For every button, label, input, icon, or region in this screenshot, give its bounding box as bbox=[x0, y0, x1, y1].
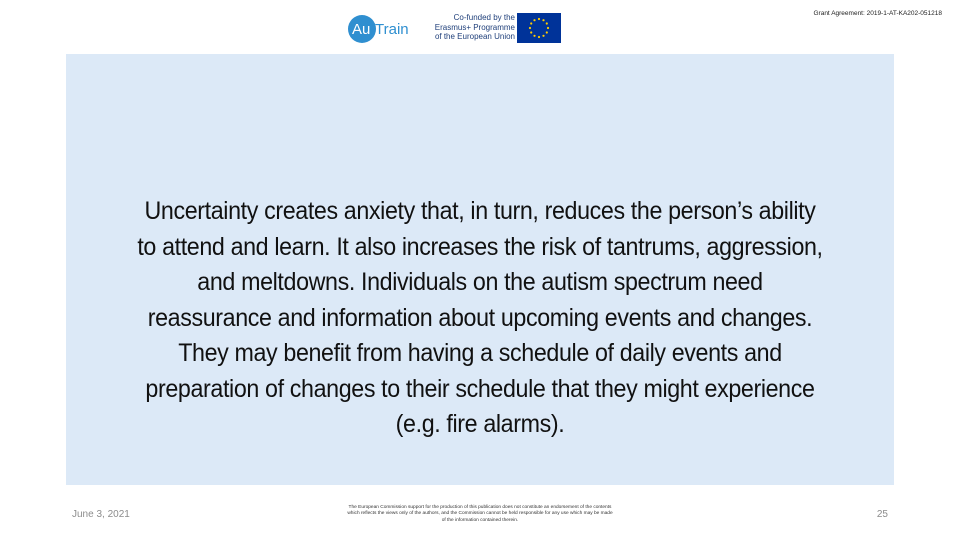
footer-date: June 3, 2021 bbox=[72, 509, 130, 520]
eu-star bbox=[533, 35, 535, 37]
body-line: They may benefit from having a schedule of daily events and bbox=[178, 339, 782, 367]
autrain-logo bbox=[346, 10, 416, 46]
body-line: (e.g. fire alarms). bbox=[395, 410, 565, 438]
eu-star bbox=[538, 36, 540, 38]
header-logo-group bbox=[346, 10, 562, 46]
eu-star bbox=[533, 19, 535, 21]
cofunded-text bbox=[421, 13, 515, 42]
cofunded-line: of the European Union bbox=[434, 32, 515, 41]
eu-star bbox=[529, 27, 531, 29]
body-line: Uncertainty creates anxiety that, in turn, reduces the person’s ability bbox=[144, 197, 816, 225]
logo-text-au: Au bbox=[352, 21, 371, 38]
cofunded-line: Erasmus+ Programme bbox=[434, 22, 515, 32]
grant-agreement: Grant Agreement: 2019-1-AT-KA202-051218 bbox=[813, 10, 942, 17]
body-line: and meltdowns. Individuals on the autism spectrum need bbox=[197, 268, 763, 296]
page-number: 25 bbox=[876, 509, 888, 520]
content-box bbox=[66, 54, 894, 485]
eu-star bbox=[546, 22, 548, 24]
body-text bbox=[95, 194, 865, 443]
eu-star bbox=[538, 18, 540, 20]
eu-star bbox=[546, 31, 548, 33]
disclaimer-line: which reflects the views only of the authors, and the Commission cannot be held responsible for any use which may be made bbox=[347, 511, 613, 517]
body-line: preparation of changes to their schedule that they might experience bbox=[145, 374, 815, 403]
eu-star bbox=[547, 27, 549, 29]
footer-disclaimer bbox=[300, 505, 660, 524]
eu-flag-icon bbox=[517, 13, 561, 43]
disclaimer-line: The European Commission support for the production of this publication does not constitute an endorsement of the contents bbox=[348, 505, 612, 510]
cofunded-line: Co-funded by the bbox=[453, 13, 515, 22]
body-line: to attend and learn. It also increases the risk of tantrums, aggression, bbox=[137, 232, 823, 261]
body-line: reassurance and information about upcoming events and changes. bbox=[147, 303, 813, 332]
disclaimer-line: of the information contained therein. bbox=[441, 517, 519, 523]
eu-star bbox=[542, 35, 544, 37]
logo-text-train: Train bbox=[375, 21, 409, 38]
eu-star bbox=[542, 19, 544, 21]
eu-star bbox=[530, 31, 532, 33]
eu-star bbox=[530, 22, 532, 24]
